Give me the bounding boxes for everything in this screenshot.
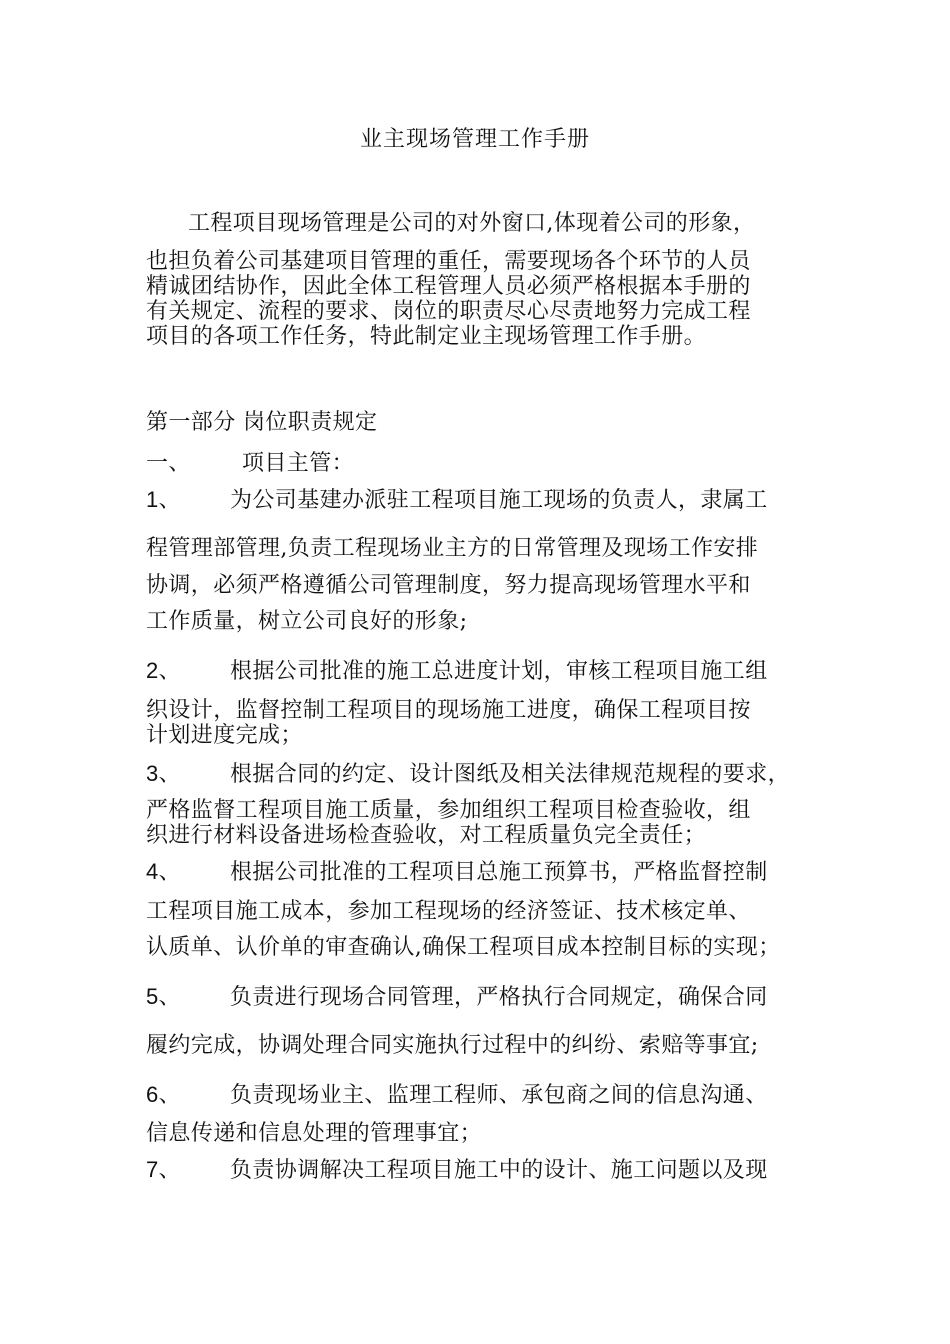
- item-number: 2、: [146, 658, 182, 683]
- section-number: 一、: [146, 451, 191, 476]
- item-text: 为公司基建办派驻工程项目施工现场的负责人，隶属工: [230, 488, 768, 513]
- list-item-line: 程管理部管理,负责工程现场业主方的日常管理及现场工作安排: [146, 536, 759, 561]
- item-text: 根据公司批准的工程项目总施工预算书，严格监督控制: [230, 860, 768, 885]
- item-number: 1、: [146, 487, 182, 512]
- section-label: 项目主管：: [242, 451, 355, 476]
- list-item-line: [146, 760, 816, 789]
- intro-line: 工程项目现场管理是公司的对外窗口,体现着公司的形象，: [188, 211, 756, 236]
- list-item-line: 织设计，监督控制工程项目的现场施工进度，确保工程项目按: [146, 698, 751, 723]
- list-item-line: 严格监督工程项目施工质量，参加组织工程项目检查验收，组: [146, 798, 751, 823]
- list-item-line: [146, 486, 816, 515]
- list-item-line: 认质单、认价单的审查确认,确保工程项目成本控制目标的实现；: [146, 935, 781, 960]
- item-text: 负责协调解决工程项目施工中的设计、施工问题以及现: [230, 1158, 768, 1183]
- list-item-line: 织进行材料设备进场检查验收，对工程质量负完全责任；: [146, 823, 707, 848]
- item-number: 7、: [146, 1157, 182, 1182]
- intro-line: 也担负着公司基建项目管理的重任，需要现场各个环节的人员: [146, 249, 751, 274]
- part-heading: 第一部分 岗位职责规定: [146, 410, 378, 435]
- list-item-line: 工作质量，树立公司良好的形象;: [146, 609, 468, 634]
- list-item-line: 计划进度完成；: [146, 723, 303, 748]
- intro-line: 项目的各项工作任务，特此制定业主现场管理工作手册。: [146, 324, 707, 349]
- list-item-line: 信息传递和信息处理的管理事宜；: [146, 1121, 483, 1146]
- item-number: 5、: [146, 984, 182, 1009]
- list-item-line: 协调，必须严格遵循公司管理制度，努力提高现场管理水平和: [146, 573, 751, 598]
- list-item-line: [146, 657, 816, 686]
- intro-line: 有关规定、流程的要求、岗位的职责尽心尽责地努力完成工程: [146, 299, 751, 324]
- list-item-line: [146, 983, 816, 1012]
- item-number: 6、: [146, 1082, 182, 1107]
- item-number: 4、: [146, 859, 182, 884]
- item-text: 负责进行现场合同管理，严格执行合同规定，确保合同: [230, 985, 768, 1010]
- item-text: 负责现场业主、监理工程师、承包商之间的信息沟通、: [230, 1083, 768, 1108]
- intro-line: 精诚团结协作，因此全体工程管理人员必须严格根据本手册的: [146, 274, 751, 299]
- list-item-line: [146, 1156, 816, 1185]
- list-item-line: 工程项目施工成本，参加工程现场的经济签证、技术核定单、: [146, 899, 751, 924]
- item-number: 3、: [146, 761, 182, 786]
- list-item-line: [146, 1081, 816, 1110]
- item-text: 根据合同的约定、设计图纸及相关法律规范规程的要求，: [230, 762, 791, 787]
- document-title: 业主现场管理工作手册: [359, 127, 590, 152]
- item-text: 根据公司批准的施工总进度计划，审核工程项目施工组: [230, 659, 768, 684]
- list-item-line: 履约完成，协调处理合同实施执行过程中的纠纷、索赔等事宜;: [146, 1033, 759, 1058]
- list-item-line: [146, 858, 816, 887]
- section-heading: [146, 450, 816, 478]
